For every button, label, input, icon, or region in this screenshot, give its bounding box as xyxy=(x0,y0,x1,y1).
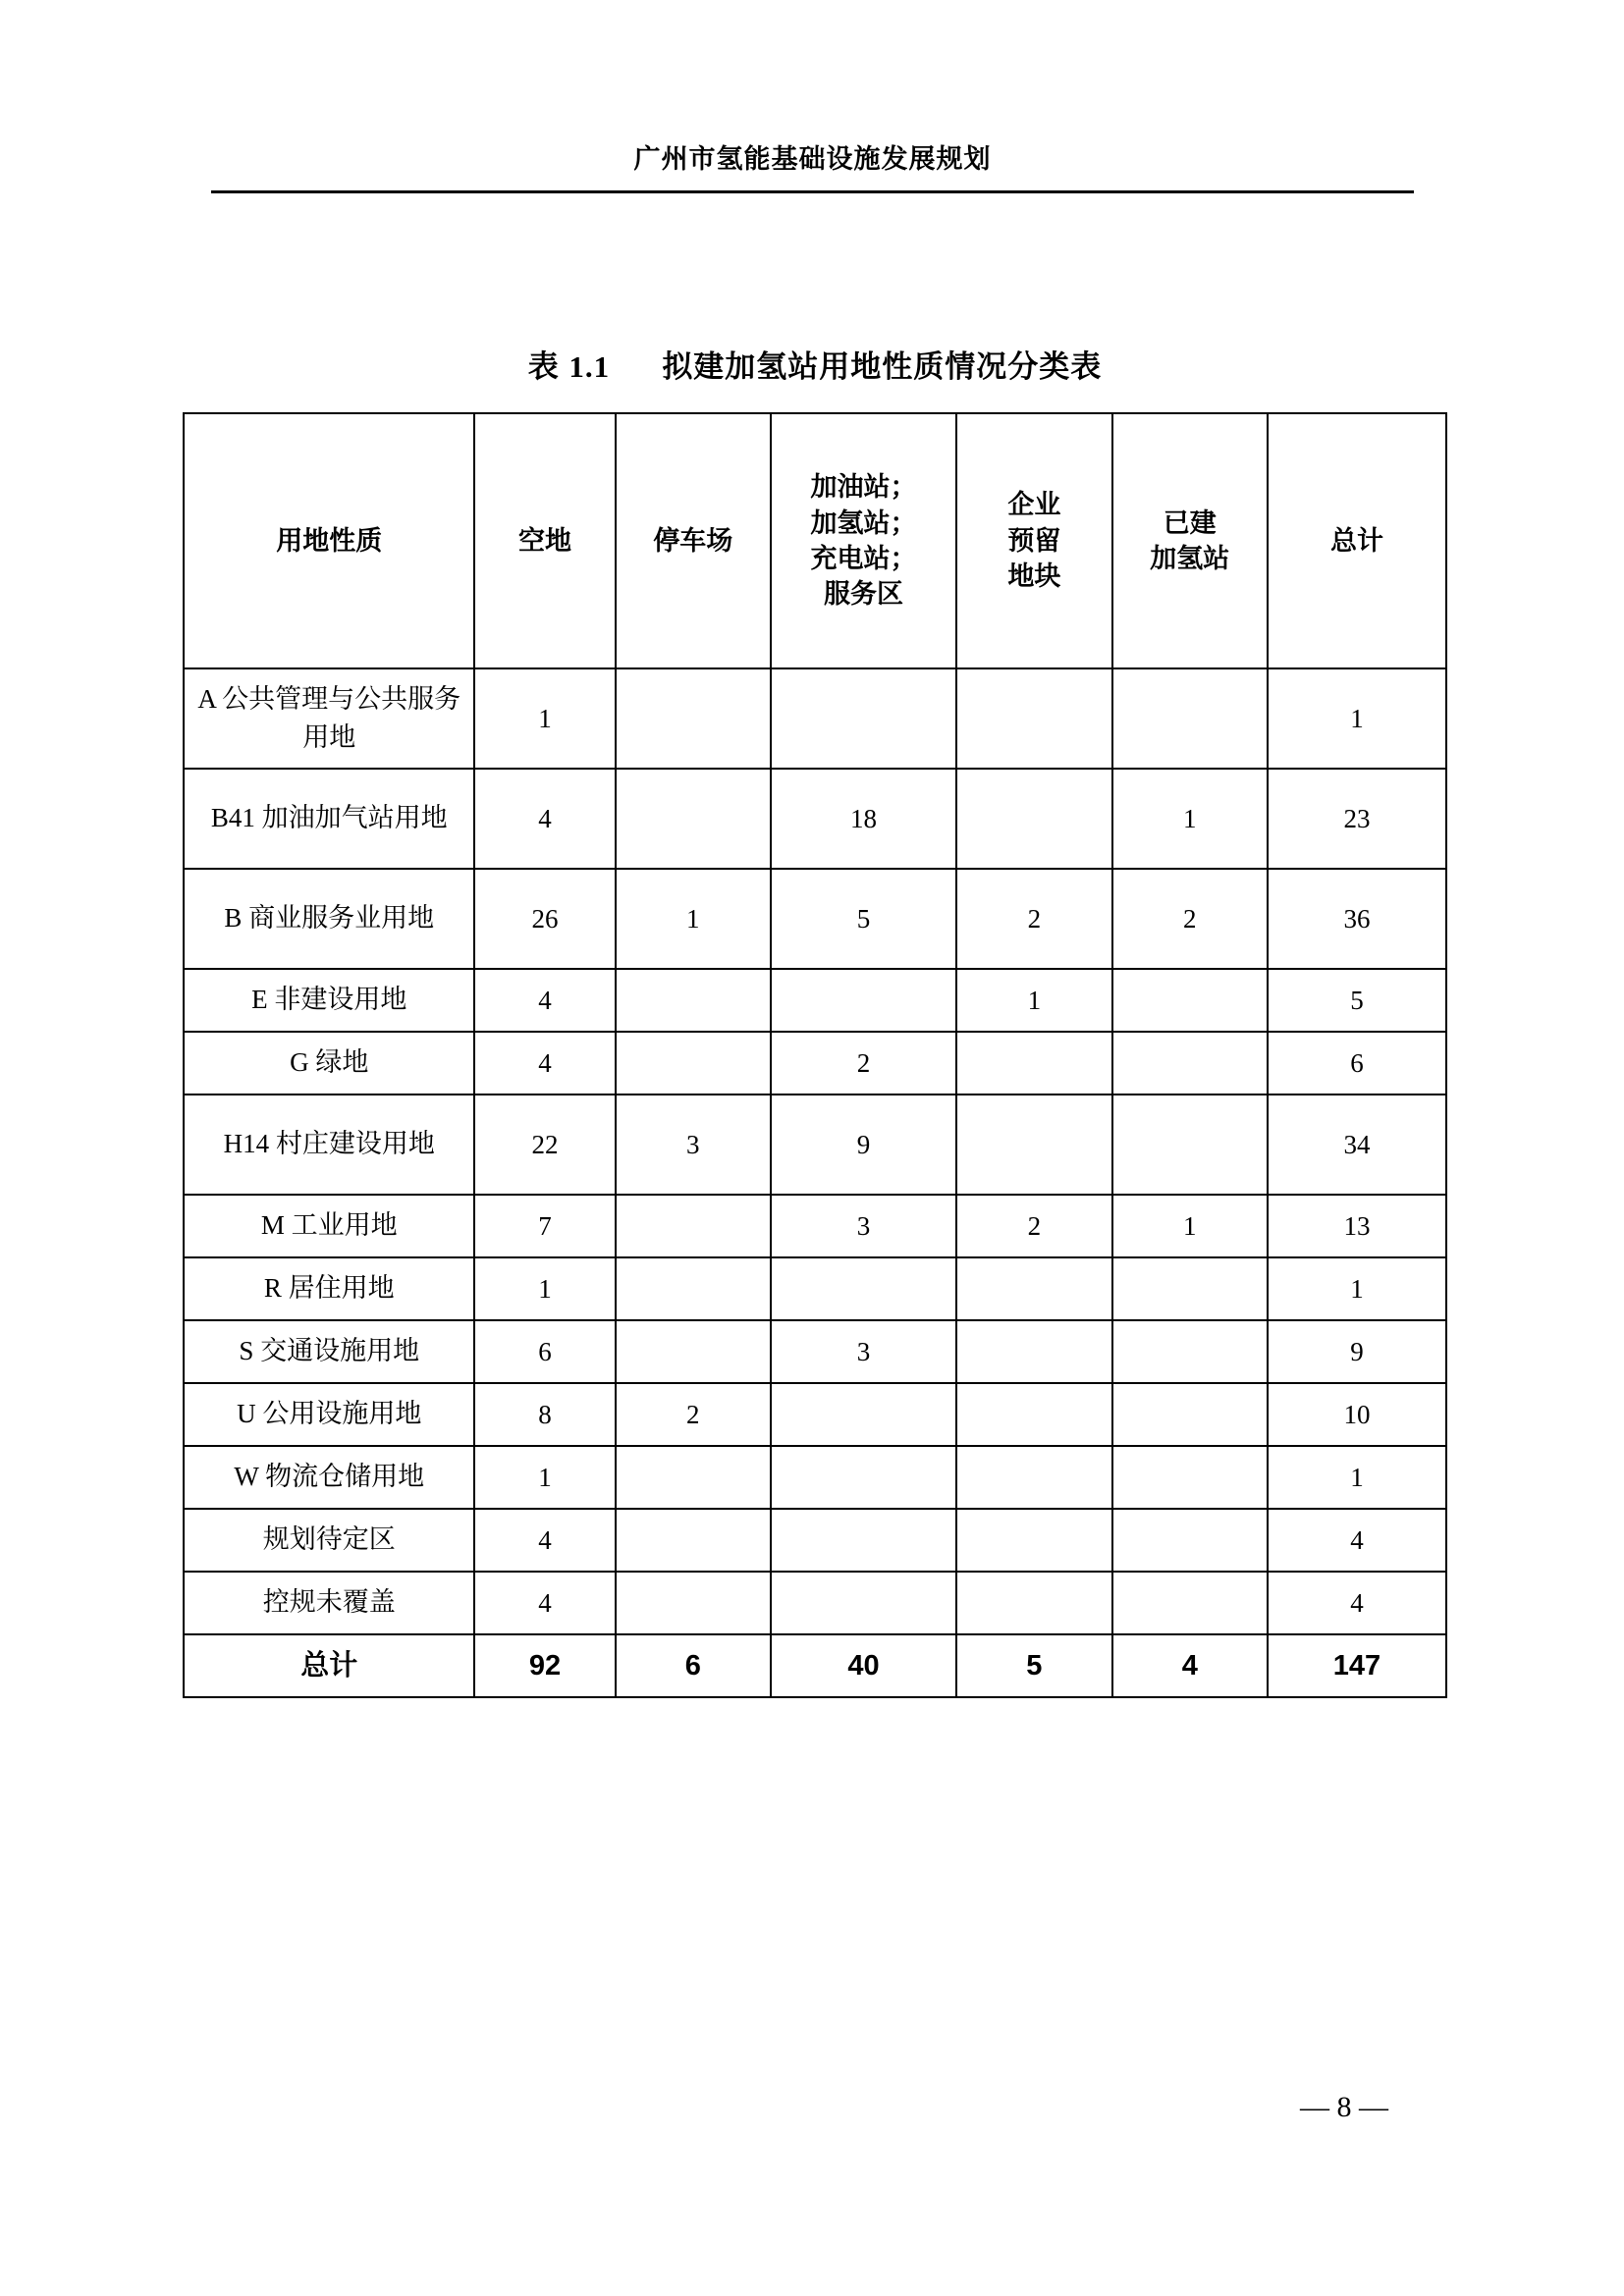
cell-parking xyxy=(616,769,771,869)
cell-vacant: 1 xyxy=(474,1257,615,1320)
cell-total: 1 xyxy=(1268,1446,1446,1509)
cell-existing: 1 xyxy=(1112,769,1268,869)
table-row xyxy=(184,1383,1446,1446)
cell-existing xyxy=(1112,668,1268,769)
cell-existing xyxy=(1112,1572,1268,1634)
table-row xyxy=(184,1095,1446,1195)
table-row xyxy=(184,869,1446,969)
column-header-total: 总计 xyxy=(1268,413,1446,668)
cell-reserved xyxy=(956,1446,1111,1509)
cell-parking: 1 xyxy=(616,869,771,969)
cell-reserved xyxy=(956,668,1111,769)
column-header-existing-station: 已建 加氢站 xyxy=(1112,413,1268,668)
row-label: B 商业服务业用地 xyxy=(184,869,474,969)
cell-vacant-total: 92 xyxy=(474,1634,615,1697)
cell-existing xyxy=(1112,1509,1268,1572)
cell-existing: 2 xyxy=(1112,869,1268,969)
cell-reserved: 1 xyxy=(956,969,1111,1032)
cell-reserved xyxy=(956,769,1111,869)
cell-stations: 2 xyxy=(771,1032,956,1095)
cell-existing: 1 xyxy=(1112,1195,1268,1257)
cell-stations: 5 xyxy=(771,869,956,969)
row-label: U 公用设施用地 xyxy=(184,1383,474,1446)
row-label-total: 总计 xyxy=(184,1634,474,1697)
table-total-row xyxy=(184,1634,1446,1697)
cell-parking xyxy=(616,1572,771,1634)
cell-grand-total: 147 xyxy=(1268,1634,1446,1697)
column-header-parking: 停车场 xyxy=(616,413,771,668)
cell-existing xyxy=(1112,1320,1268,1383)
cell-stations xyxy=(771,969,956,1032)
table-row xyxy=(184,1446,1446,1509)
cell-reserved xyxy=(956,1257,1111,1320)
cell-total: 6 xyxy=(1268,1032,1446,1095)
table-row xyxy=(184,1320,1446,1383)
cell-total: 1 xyxy=(1268,1257,1446,1320)
cell-reserved: 2 xyxy=(956,1195,1111,1257)
column-header-reserved-plot: 企业 预留 地块 xyxy=(956,413,1111,668)
row-label: 控规未覆盖 xyxy=(184,1572,474,1634)
cell-vacant: 4 xyxy=(474,1509,615,1572)
cell-stations xyxy=(771,1446,956,1509)
cell-stations xyxy=(771,1572,956,1634)
cell-stations: 9 xyxy=(771,1095,956,1195)
header-rule xyxy=(211,190,1414,193)
cell-vacant: 4 xyxy=(474,1572,615,1634)
cell-parking xyxy=(616,668,771,769)
cell-existing xyxy=(1112,1032,1268,1095)
cell-reserved xyxy=(956,1509,1111,1572)
cell-reserved xyxy=(956,1383,1111,1446)
page-header xyxy=(211,137,1414,176)
cell-reserved xyxy=(956,1032,1111,1095)
table-row xyxy=(184,668,1446,769)
table-caption-text: 拟建加氢站用地性质情况分类表 xyxy=(662,349,1103,384)
cell-parking xyxy=(616,1032,771,1095)
table-caption-number: 1.1 xyxy=(568,349,611,384)
cell-vacant: 4 xyxy=(474,1032,615,1095)
table-header-row xyxy=(184,413,1446,668)
cell-parking xyxy=(616,1509,771,1572)
cell-vacant: 4 xyxy=(474,969,615,1032)
cell-vacant: 22 xyxy=(474,1095,615,1195)
cell-parking xyxy=(616,969,771,1032)
row-label: R 居住用地 xyxy=(184,1257,474,1320)
cell-vacant: 4 xyxy=(474,769,615,869)
cell-existing-total: 4 xyxy=(1112,1634,1268,1697)
cell-total: 5 xyxy=(1268,969,1446,1032)
table-row xyxy=(184,969,1446,1032)
cell-total: 1 xyxy=(1268,668,1446,769)
cell-total: 23 xyxy=(1268,769,1446,869)
cell-parking-total: 6 xyxy=(616,1634,771,1697)
table-row xyxy=(184,1572,1446,1634)
cell-stations xyxy=(771,668,956,769)
cell-reserved xyxy=(956,1320,1111,1383)
cell-reserved xyxy=(956,1572,1111,1634)
cell-parking: 3 xyxy=(616,1095,771,1195)
table-row xyxy=(184,1195,1446,1257)
cell-stations-total: 40 xyxy=(771,1634,956,1697)
cell-vacant: 26 xyxy=(474,869,615,969)
cell-parking: 2 xyxy=(616,1383,771,1446)
cell-reserved xyxy=(956,1095,1111,1195)
page-footer xyxy=(183,2091,1447,2124)
row-label: S 交通设施用地 xyxy=(184,1320,474,1383)
cell-existing xyxy=(1112,1446,1268,1509)
cell-vacant: 8 xyxy=(474,1383,615,1446)
cell-stations xyxy=(771,1383,956,1446)
cell-parking xyxy=(616,1320,771,1383)
cell-reserved-total: 5 xyxy=(956,1634,1111,1697)
row-label: H14 村庄建设用地 xyxy=(184,1095,474,1195)
cell-vacant: 1 xyxy=(474,1446,615,1509)
cell-stations xyxy=(771,1509,956,1572)
cell-vacant: 1 xyxy=(474,668,615,769)
cell-stations: 3 xyxy=(771,1195,956,1257)
cell-vacant: 6 xyxy=(474,1320,615,1383)
cell-total: 13 xyxy=(1268,1195,1446,1257)
cell-stations: 3 xyxy=(771,1320,956,1383)
land-use-table xyxy=(183,412,1447,1698)
row-label: E 非建设用地 xyxy=(184,969,474,1032)
row-label: 规划待定区 xyxy=(184,1509,474,1572)
cell-existing xyxy=(1112,1257,1268,1320)
cell-parking xyxy=(616,1446,771,1509)
row-label: B41 加油加气站用地 xyxy=(184,769,474,869)
cell-existing xyxy=(1112,1095,1268,1195)
table-row xyxy=(184,769,1446,869)
header-title: 广州市氢能基础设施发展规划 xyxy=(633,144,992,174)
table-row xyxy=(184,1509,1446,1572)
cell-stations: 18 xyxy=(771,769,956,869)
cell-existing xyxy=(1112,969,1268,1032)
table-row xyxy=(184,1032,1446,1095)
cell-reserved: 2 xyxy=(956,869,1111,969)
row-label: W 物流仓储用地 xyxy=(184,1446,474,1509)
cell-parking xyxy=(616,1195,771,1257)
cell-stations xyxy=(771,1257,956,1320)
cell-total: 36 xyxy=(1268,869,1446,969)
cell-total: 34 xyxy=(1268,1095,1446,1195)
row-label: G 绿地 xyxy=(184,1032,474,1095)
cell-vacant: 7 xyxy=(474,1195,615,1257)
page-number: — 8 — xyxy=(1300,2091,1388,2123)
cell-total: 9 xyxy=(1268,1320,1446,1383)
table-row xyxy=(184,1257,1446,1320)
table-header xyxy=(184,413,1446,668)
cell-parking xyxy=(616,1257,771,1320)
row-label: M 工业用地 xyxy=(184,1195,474,1257)
table-caption-label: 表 xyxy=(527,349,560,384)
cell-total: 4 xyxy=(1268,1509,1446,1572)
cell-total: 4 xyxy=(1268,1572,1446,1634)
table-body xyxy=(184,668,1446,1697)
column-header-stations: 加油站； 加氢站； 充电站； 服务区 xyxy=(771,413,956,668)
column-header-vacant: 空地 xyxy=(474,413,615,668)
cell-existing xyxy=(1112,1383,1268,1446)
table-caption xyxy=(187,342,1443,386)
cell-total: 10 xyxy=(1268,1383,1446,1446)
row-label: A 公共管理与公共服务用地 xyxy=(184,668,474,769)
column-header-land-use: 用地性质 xyxy=(184,413,474,668)
